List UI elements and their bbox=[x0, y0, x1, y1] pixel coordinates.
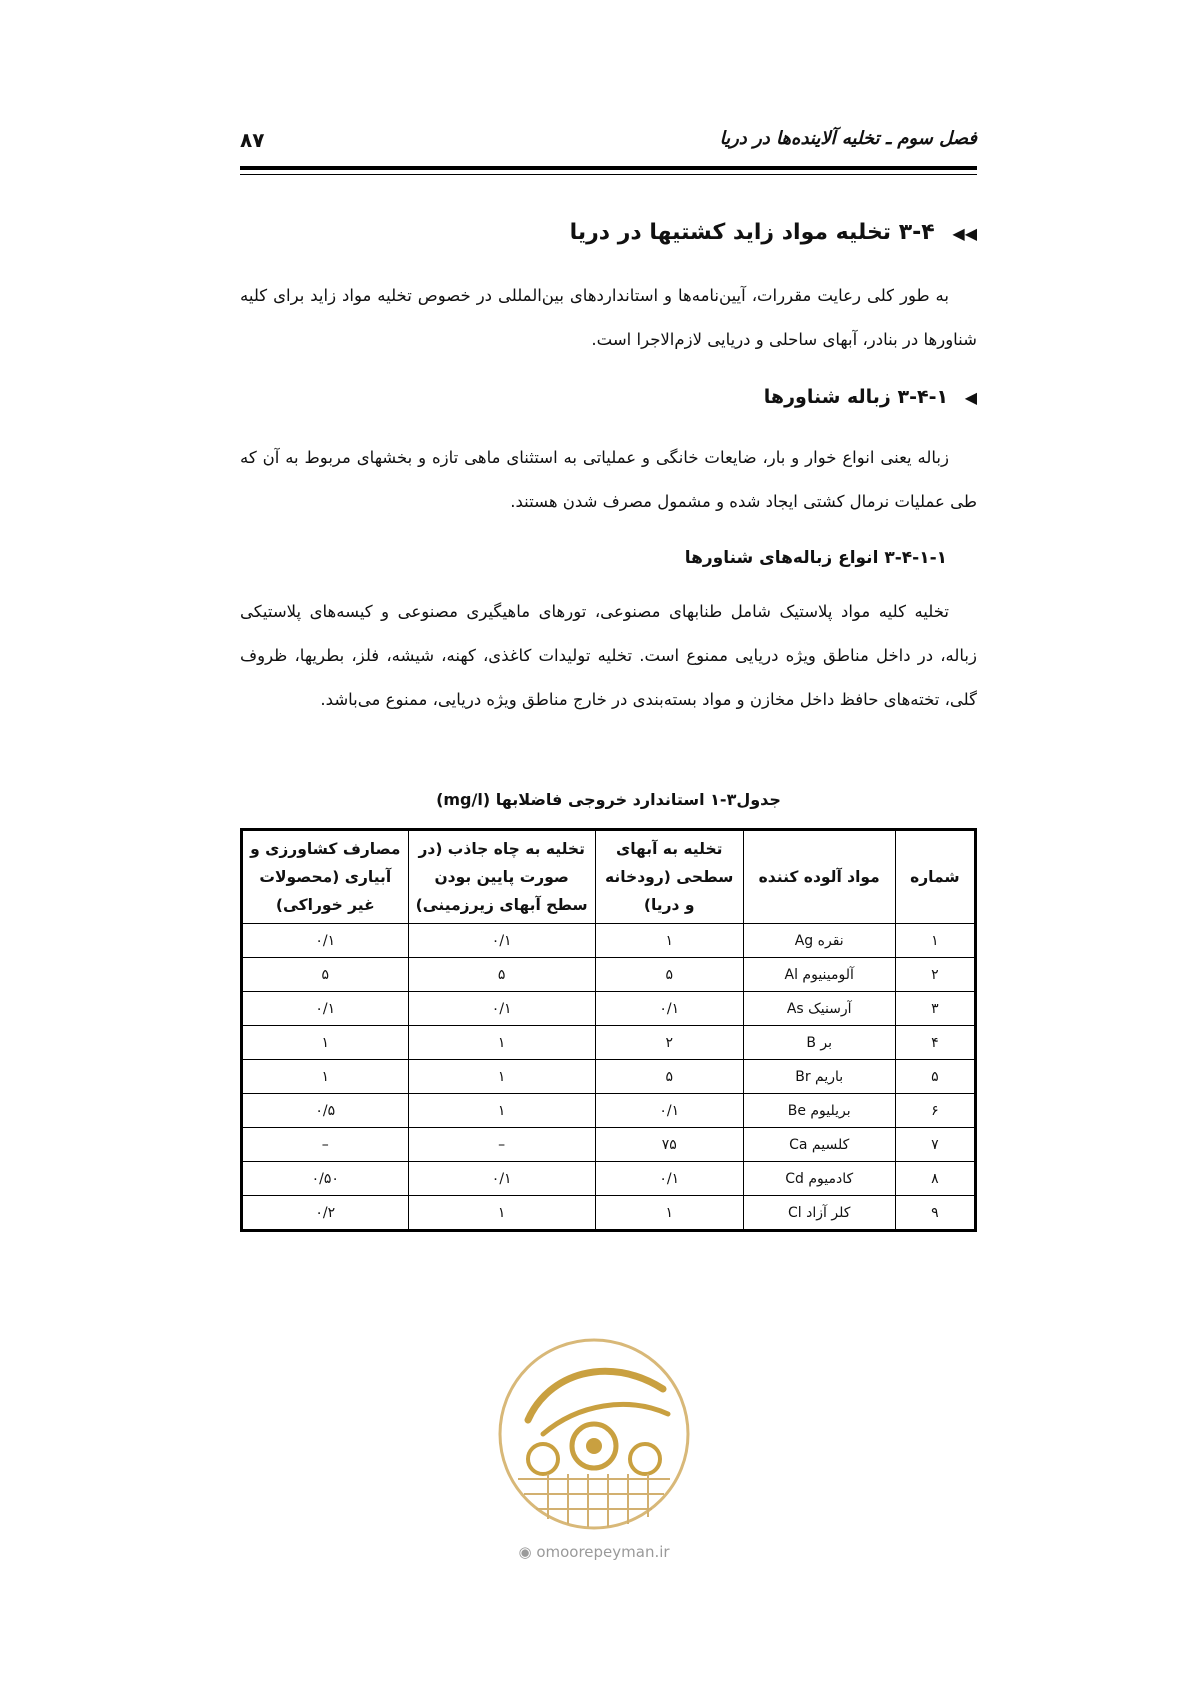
cell-well: ۱ bbox=[408, 1094, 595, 1128]
cell-number: ۹ bbox=[895, 1196, 975, 1231]
cell-well: ۰/۱ bbox=[408, 1162, 595, 1196]
cell-number: ۳ bbox=[895, 992, 975, 1026]
cell-agri: ۱ bbox=[242, 1060, 409, 1094]
cell-well: ۱ bbox=[408, 1060, 595, 1094]
cell-number: ۱ bbox=[895, 924, 975, 958]
cell-surface: ۵ bbox=[595, 1060, 743, 1094]
subsection-heading bbox=[764, 386, 977, 408]
cell-agri: ۵ bbox=[242, 958, 409, 992]
header-material: مواد آلوده کننده bbox=[743, 830, 895, 924]
page-number: ۸۷ bbox=[240, 128, 265, 152]
cell-well: – bbox=[408, 1128, 595, 1162]
cell-number: ۷ bbox=[895, 1128, 975, 1162]
table-row bbox=[242, 1128, 976, 1162]
subsubsection-paragraph: تخلیه کلیه مواد پلاستیک شامل طنابهای مصنوعی، تورهای ماهیگیری مصنوعی و کیسه‌های پلاستیکی زباله، در داخل مناطق ویژه دریایی ممنوع است. تخلیه تولیدات کاغذی، کهنه، شیشه، فلز، بطریها، ظروف گلی، تخته‌های حافظ داخل مخازن و مواد بسته‌بندی در خارج مناطق ویژه دریایی، ممنوع می‌باشد. bbox=[240, 602, 977, 709]
cell-material: بریلیوم Be bbox=[743, 1094, 895, 1128]
table-row bbox=[242, 1026, 976, 1060]
cell-surface: ۱ bbox=[595, 924, 743, 958]
cell-surface: ۰/۱ bbox=[595, 1094, 743, 1128]
cell-material: کادمیوم Cd bbox=[743, 1162, 895, 1196]
cell-agri: ۱ bbox=[242, 1026, 409, 1060]
subsection-title: ۳-۴-۱ زباله شناورها bbox=[763, 386, 949, 408]
cell-surface: ۵ bbox=[595, 958, 743, 992]
publisher-logo bbox=[488, 1334, 700, 1534]
table-row bbox=[242, 924, 976, 958]
cell-agri: ۰/۵ bbox=[242, 1094, 409, 1128]
subsubsection-title: ۳-۴-۱-۱ انواع زباله‌های شناورها bbox=[684, 548, 947, 568]
globe-icon: ◉ bbox=[518, 1543, 532, 1561]
header-rule-thick bbox=[240, 166, 977, 170]
arrow-marker-icon: ◀ bbox=[964, 388, 977, 407]
watermark bbox=[474, 1543, 714, 1561]
header-surface: تخلیه به آبهای سطحی (رودخانه و دریا) bbox=[595, 830, 743, 924]
cell-surface: ۱ bbox=[595, 1196, 743, 1231]
subsection-paragraph: زباله یعنی انواع خوار و بار، ضایعات خانگی و عملیاتی به استثنای ماهی تازه و بخشهای مربوط به آن که طی عملیات نرمال کشتی ایجاد شده و مشمول مصرف شدن هستند. bbox=[240, 448, 977, 511]
cell-number: ۲ bbox=[895, 958, 975, 992]
double-arrow-marker-icon: ◀◀ bbox=[952, 224, 977, 243]
section-heading bbox=[570, 220, 977, 245]
chapter-title: فصل سوم ـ تخلیه آلاینده‌ها در دریا bbox=[719, 128, 977, 149]
cell-material: بر B bbox=[743, 1026, 895, 1060]
watermark-url: omoorepeyman.ir bbox=[536, 1543, 670, 1561]
table-row bbox=[242, 1196, 976, 1231]
cell-material: آلومینیوم Al bbox=[743, 958, 895, 992]
cell-number: ۵ bbox=[895, 1060, 975, 1094]
header-rule-thin bbox=[240, 174, 977, 175]
cell-number: ۶ bbox=[895, 1094, 975, 1128]
table-header-row bbox=[242, 830, 976, 924]
table-caption: جدول۳-۱ استاندارد خروجی فاضلابها (mg/l) bbox=[436, 790, 781, 809]
cell-agri: ۰/۱ bbox=[242, 992, 409, 1026]
cell-material: نقره Ag bbox=[743, 924, 895, 958]
cell-well: ۵ bbox=[408, 958, 595, 992]
page-header bbox=[240, 128, 977, 158]
table-row bbox=[242, 1094, 976, 1128]
cell-surface: ۰/۱ bbox=[595, 1162, 743, 1196]
table-row bbox=[242, 1162, 976, 1196]
cell-material: کلر آزاد Cl bbox=[743, 1196, 895, 1231]
publisher-seal-icon bbox=[488, 1334, 700, 1534]
cell-agri: ۰/۲ bbox=[242, 1196, 409, 1231]
cell-agri: – bbox=[242, 1128, 409, 1162]
cell-material: کلسیم Ca bbox=[743, 1128, 895, 1162]
cell-surface: ۷۵ bbox=[595, 1128, 743, 1162]
header-agri: مصارف کشاورزی و آبیاری (محصولات غیر خوراکی) bbox=[242, 830, 409, 924]
section-intro-paragraph: به طور کلی رعایت مقررات، آیین‌نامه‌ها و استانداردهای بین‌المللی در خصوص تخلیه مواد زاید برای کلیه شناورها در بنادر، آبهای ساحلی و دریایی لازم‌الاجرا است. bbox=[240, 286, 977, 349]
wastewater-standards-table bbox=[240, 828, 977, 1232]
cell-material: آرسنیک As bbox=[743, 992, 895, 1026]
section-title: ۳-۴ تخلیه مواد زاید کشتیها در دریا bbox=[569, 220, 935, 245]
header-well: تخلیه به چاه جاذب (در صورت پایین بودن سطح آبهای زیرزمینی) bbox=[408, 830, 595, 924]
cell-surface: ۰/۱ bbox=[595, 992, 743, 1026]
cell-surface: ۲ bbox=[595, 1026, 743, 1060]
cell-well: ۰/۱ bbox=[408, 992, 595, 1026]
cell-well: ۱ bbox=[408, 1196, 595, 1231]
header-number: شماره bbox=[895, 830, 975, 924]
cell-well: ۱ bbox=[408, 1026, 595, 1060]
cell-number: ۴ bbox=[895, 1026, 975, 1060]
table-row bbox=[242, 1060, 976, 1094]
cell-agri: ۰/۵۰ bbox=[242, 1162, 409, 1196]
table-row bbox=[242, 958, 976, 992]
cell-agri: ۰/۱ bbox=[242, 924, 409, 958]
table-row bbox=[242, 992, 976, 1026]
cell-number: ۸ bbox=[895, 1162, 975, 1196]
cell-material: باریم Br bbox=[743, 1060, 895, 1094]
cell-well: ۰/۱ bbox=[408, 924, 595, 958]
